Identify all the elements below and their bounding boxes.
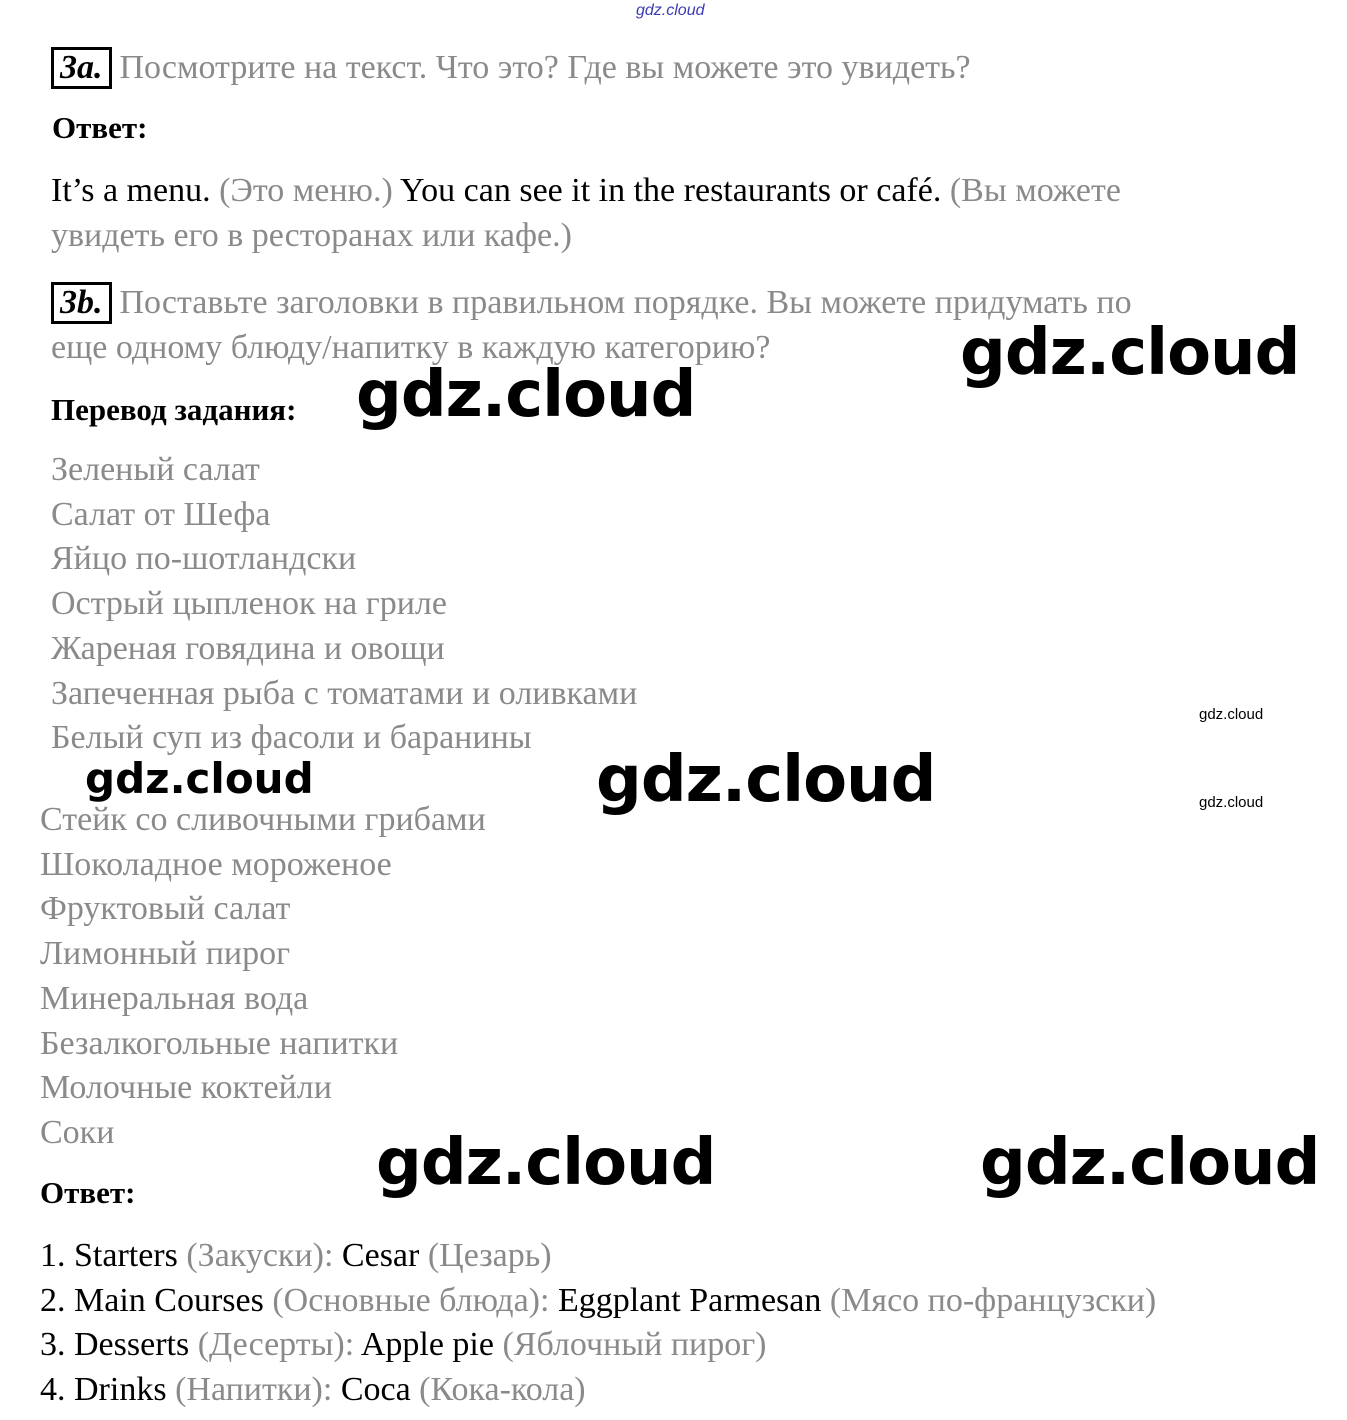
task-3b-answer-label: Ответ: — [40, 1175, 136, 1210]
answer-category-en: Starters — [74, 1237, 178, 1274]
answers-list — [40, 1234, 1156, 1413]
task-3a-answer-en2: You can see it in the restaurants or café. — [400, 172, 942, 209]
answer-row — [40, 1234, 1156, 1279]
menu-items-list-a — [51, 448, 637, 761]
answer-category-ru: (Напитки): — [175, 1371, 333, 1409]
answer-dish-en: Apple pie — [360, 1326, 494, 1364]
menu-item: Запеченная рыба с томатами и оливками — [51, 674, 638, 712]
task-3a-answer-line1 — [51, 169, 1121, 213]
task-3b-translation-label: Перевод задания: — [51, 392, 297, 427]
answer-num: 1. — [40, 1237, 66, 1274]
menu-item: Минеральная вода — [40, 979, 309, 1017]
menu-item: Молочные коктейли — [40, 1069, 332, 1107]
menu-item: Салат от Шефа — [51, 495, 271, 533]
watermark: gdz.cloud — [85, 754, 314, 803]
answer-row — [40, 1279, 1156, 1324]
watermark: gdz.cloud — [596, 743, 936, 817]
menu-item: Жареная говядина и овощи — [51, 629, 445, 667]
task-3b-number: 3b. — [51, 282, 112, 324]
menu-item: Лимонный пирог — [40, 935, 291, 973]
watermark-small: gdz.cloud — [1199, 706, 1264, 723]
menu-item: Яйцо по-шотландски — [51, 540, 357, 578]
answer-category-ru: (Десерты): — [197, 1326, 355, 1364]
answer-dish-en: Coca — [340, 1371, 411, 1409]
menu-item: Безалкогольные напитки — [40, 1024, 399, 1062]
menu-item: Соки — [40, 1113, 115, 1151]
answer-dish-en: Cesar — [341, 1237, 420, 1274]
watermark: gdz.cloud — [376, 1126, 716, 1200]
answer-category-ru: (Закуски): — [186, 1237, 334, 1274]
task-3a-answer-ru1: (Это меню.) — [219, 172, 393, 209]
answer-category-en: Main Courses — [74, 1281, 264, 1319]
menu-item: Белый суп из фасоли и баранины — [51, 719, 532, 757]
task-3b-question-line2: еще одному блюду/напитку в каждую категорию? — [51, 329, 771, 366]
answer-category-ru: (Основные блюда): — [272, 1281, 550, 1319]
menu-item: Стейк со сливочными грибами — [40, 801, 486, 838]
watermark: gdz.cloud — [980, 1126, 1320, 1200]
task-3b-question-line1-text: Поставьте заголовки в правильном порядке. Вы можете придумать по — [119, 284, 1132, 321]
task-3a-question: Посмотрите на текст. Что это? Где вы можете это увидеть? — [119, 49, 971, 86]
task-3a-question-line — [51, 46, 971, 90]
answer-category-en: Drinks — [74, 1371, 167, 1409]
task-3a-answer-en1: It’s a menu. — [51, 172, 211, 209]
menu-item: Шоколадное мороженое — [40, 845, 392, 883]
answer-dish-en: Eggplant Parmesan — [557, 1281, 822, 1319]
answer-dish-ru: (Кока-кола) — [419, 1371, 586, 1409]
task-3a-number: 3a. — [51, 47, 112, 89]
answer-num: 3. — [40, 1326, 66, 1364]
menu-items-list-b — [40, 798, 486, 1156]
answer-dish-ru: (Цезарь) — [427, 1237, 552, 1274]
answer-num: 4. — [40, 1371, 66, 1409]
answer-dish-ru: (Яблочный пирог) — [502, 1326, 767, 1364]
answer-row — [40, 1323, 1156, 1368]
top-watermark: gdz.cloud — [636, 2, 705, 19]
menu-item: Зеленый салат — [51, 451, 260, 488]
answer-dish-ru: (Мясо по-французски) — [829, 1281, 1157, 1319]
watermark: gdz.cloud — [960, 316, 1300, 390]
task-3a-answer-label: Ответ: — [52, 110, 148, 145]
answer-num: 2. — [40, 1281, 66, 1319]
answer-category-en: Desserts — [74, 1326, 190, 1364]
task-3a-answer-line2: увидеть его в ресторанах или кафе.) — [51, 217, 572, 254]
watermark: gdz.cloud — [356, 358, 696, 432]
task-3a-answer-ru2a: (Вы можете — [949, 172, 1121, 209]
watermark-small: gdz.cloud — [1199, 794, 1264, 811]
menu-item: Фруктовый салат — [40, 890, 291, 928]
answer-row — [40, 1368, 1156, 1413]
menu-item: Острый цыпленок на гриле — [51, 585, 447, 623]
